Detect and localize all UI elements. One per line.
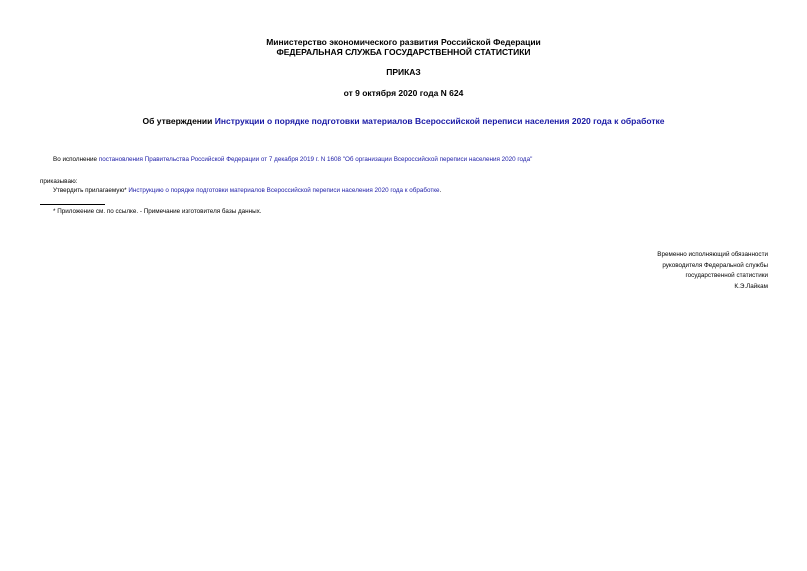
approve-paragraph	[53, 187, 441, 195]
instruction-link[interactable]: Инструкции о порядке подготовки материалов Всероссийской переписи населения 2020 года к обработке	[214, 116, 665, 126]
government-decree-link[interactable]: постановления Правительства Российской Федерации от 7 декабря 2019 г. N 1608 "Об организации Всероссийской переписи населения 2020 года"	[98, 156, 533, 163]
document-header	[0, 37, 807, 57]
footnote-divider	[40, 204, 105, 205]
footnote: * Приложение см. по ссылке. - Примечание изготовителя базы данных.	[53, 208, 262, 215]
order-subject	[0, 116, 807, 126]
subject-prefix: Об утверждении	[142, 116, 215, 126]
signature-line-3: государственной статистики	[685, 272, 768, 279]
approve-instruction-link[interactable]: Инструкцию о порядке подготовки материалов Всероссийской переписи населения 2020 года к обработке	[128, 187, 440, 194]
basis-prefix: Во исполнение	[53, 156, 99, 163]
service-name: ФЕДЕРАЛЬНАЯ СЛУЖБА ГОСУДАРСТВЕННОЙ СТАТИСТИКИ	[276, 47, 531, 57]
approve-suffix: .	[439, 187, 442, 194]
ministry-name: Министерство экономического развития Российской Федерации	[266, 37, 541, 47]
signature-line-2: руководителя Федеральной службы	[662, 261, 768, 269]
approve-prefix: Утвердить прилагаемую*	[53, 187, 129, 194]
order-date: от 9 октября 2020 года N 624	[343, 88, 464, 98]
basis-paragraph	[53, 156, 532, 164]
signatory-name: К.Э.Лайкам	[734, 282, 768, 290]
signature-block	[657, 250, 768, 292]
signature-line-1: Временно исполняющий обязанности	[657, 251, 768, 258]
order-title: ПРИКАЗ	[386, 67, 421, 77]
order-word: приказываю:	[40, 178, 78, 185]
